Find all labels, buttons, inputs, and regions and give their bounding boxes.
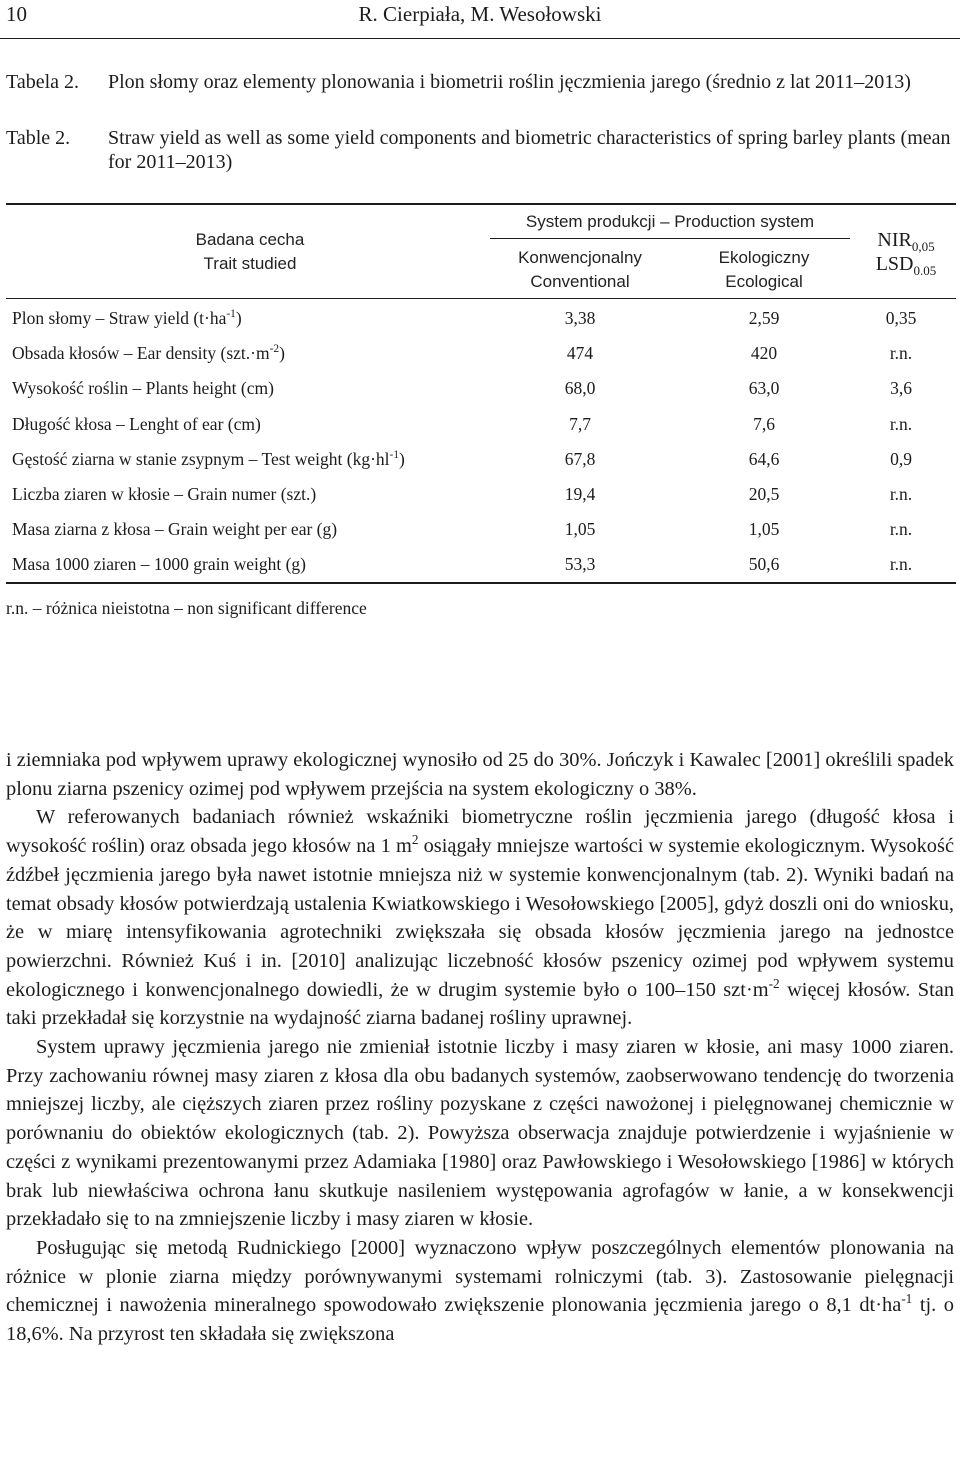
paragraph-4-part-2: tj. o 18,6%. Na przyrost ten składała się zwiększona xyxy=(6,1294,954,1346)
row-label-text: Długość kłosa – Lenght of ear (cm) xyxy=(12,414,261,434)
conventional-value: 53,3 xyxy=(564,554,596,574)
paragraph-1: i ziemniaka pod wpływem uprawy ekologicznej wynosiło od 25 do 30%. Jończyk i Kawalec [2001] określili spadek plonu ziarna pszenicy ozimej pod wpływem przejścia na system ekologiczny o 38%. xyxy=(6,749,954,800)
nir-value: 0,35 xyxy=(885,308,917,328)
row-label-text: Masa 1000 ziaren – 1000 grain weight (g) xyxy=(12,554,307,574)
paragraph-2-part-3: więcej kłosów. Stan taki przekładał się korzystnie na wydajność ziarna badanej rośliny uprawnej. xyxy=(6,978,955,1030)
nir-header xyxy=(856,228,956,252)
ecological-value: 20,5 xyxy=(748,484,780,504)
table-row-label xyxy=(12,448,405,470)
ecological-value: 50,6 xyxy=(748,554,780,574)
nir-value: r.n. xyxy=(889,484,913,504)
nir-value: 3,6 xyxy=(890,378,912,398)
lsd-header xyxy=(856,252,956,276)
table-footnote: r.n. – różnica nieistotna – non significant difference xyxy=(6,598,367,618)
caption-label-pl: Tabela 2. xyxy=(6,71,80,93)
conventional-value: 474 xyxy=(566,343,594,363)
paragraph-2-sup-1: 2 xyxy=(411,832,419,848)
lsd-label: LSD xyxy=(875,253,914,275)
conventional-value: 7,7 xyxy=(569,414,591,434)
ecological-value: 2,59 xyxy=(748,308,780,328)
nir-value: r.n. xyxy=(889,414,913,434)
row-label-text: Liczba ziaren w kłosie – Grain numer (szt.) xyxy=(12,484,317,504)
nir-value: 0,9 xyxy=(890,449,912,469)
ecological-value: 63,0 xyxy=(748,378,780,398)
table-row-label xyxy=(12,553,306,575)
nir-value: r.n. xyxy=(889,519,913,539)
conventional-value: 19,4 xyxy=(564,484,596,504)
table-row-label xyxy=(12,342,285,364)
table-row-label xyxy=(12,483,316,505)
conv-header-en: Conventional xyxy=(530,272,630,291)
conventional-value: 67,8 xyxy=(564,449,596,469)
table-bottom-rule xyxy=(6,582,956,584)
table-row-label xyxy=(12,307,242,329)
table-row-label xyxy=(12,518,337,540)
row-label-text: Obsada kłosów – Ear density (szt.·m xyxy=(12,343,270,363)
nir-subscript: 0,05 xyxy=(911,239,935,254)
eco-header-en: Ecological xyxy=(725,272,803,291)
ecological-value: 64,6 xyxy=(748,449,780,469)
caption-text-pl: Plon słomy oraz elementy plonowania i biometrii roślin jęczmienia jarego (średnio z lat 2011–2013) xyxy=(108,71,911,93)
body-text xyxy=(6,746,954,1349)
paragraph-4-part-1: Posługując się metodą Rudnickiego [2000] wyznaczono wpływ poszczególnych elementów plonowania na różnice w plonie ziarna między porównywanymi systemami rolniczymi (tab. 3). Zastosowanie pielęgnacji chemicznej i nawożenia mineralnego spowodowało zwiększenie plonowania jęczmienia jarego o 8,1 dt·ha xyxy=(6,1236,954,1317)
row-label-tail: ) xyxy=(235,308,242,328)
paragraph-2-part-1: W referowanych badaniach również wskaźniki biometryczne roślin jęczmienia jarego (długość kłosa i wysokość roślin) oraz obsada jego kłosów na 1 m xyxy=(6,806,954,858)
conventional-value: 68,0 xyxy=(564,378,596,398)
header-rule xyxy=(0,38,960,39)
row-label-text: Masa ziarna z kłosa – Grain weight per ear (g) xyxy=(12,519,338,539)
conventional-value: 3,38 xyxy=(564,308,596,328)
table-top-rule xyxy=(6,203,956,205)
row-label-tail: ) xyxy=(399,449,405,469)
ecological-value: 420 xyxy=(750,343,778,363)
nir-value: r.n. xyxy=(889,343,913,363)
row-label-tail: ) xyxy=(279,343,285,363)
paragraph-2-sup-2: -2 xyxy=(768,975,780,991)
paragraph-4 xyxy=(6,1234,954,1349)
table-row-label xyxy=(12,413,261,435)
caption-text-en: Straw yield as well as some yield components and biometric characteristics of spring barley plants (mean for 2011–2013) xyxy=(108,127,951,173)
page-number: 10 xyxy=(6,2,27,26)
trait-header-en: Trait studied xyxy=(203,254,297,273)
system-header-rule xyxy=(490,238,850,239)
paragraph-3: System uprawy jęczmienia jarego nie zmieniał istotnie liczby i masy ziaren w kłosie, ani masy 1000 ziaren. Przy zachowaniu równej masy ziaren z kłosa dla obu badanych systemów, zaobserwowano tendencję do tworzenia mniejszej liczby, ale cięższych ziaren przez rośliny pozyskane z części nawożonej i pielęgnowanej chemicznie w porównaniu do obiektów ekologicznych (tab. 2). Powyższa obserwacja znajduje potwierdzenie i wyjaśnienie w części z wynikami prezentowanymi przez Adamiaka [1980] oraz Pawłowskiego i Wesołowskiego [1986] w których brak lub niewłaściwa ochrona łanu skutkuje nasileniem występowania agrofagów w łanie, a w konsekwencji przekładało się to na zmniejszenie liczby i masy ziaren w kłosie. xyxy=(6,1036,954,1231)
row-label-superscript: -1 xyxy=(226,308,236,321)
row-label-text: Wysokość roślin – Plants height (cm) xyxy=(12,378,274,398)
ecological-value: 7,6 xyxy=(753,414,775,434)
paragraph-2 xyxy=(6,803,954,1033)
lsd-subscript: 0.05 xyxy=(913,263,937,278)
trait-header-pl: Badana cecha xyxy=(195,230,305,249)
table-row-label xyxy=(12,377,274,399)
paragraph-2-part-2: osiągały mniejsze wartości w systemie ekologicznym. Wysokość źdźbeł jęczmienia jarego była nawet istotnie mniejsza niż w systemie konwencjonalnym (tab. 2). Wyniki badań na temat obsady kłosów potwierdzają ustalenia Kwiatkowskiego i Wesołowskiego [2005], gdyż doszli oni do wniosku, że w miarę intensyfikowania agrotechniki zwiększała się obsada kłosów jęczmienia jarego na jednostce powierzchni. Również Kuś i in. [2010] analizując liczebność kłosów pszenicy ozimej pod wpływem systemu ekologicznego i konwencjonalnego dowiedli, że w drugim systemie było o 100–150 szt·m xyxy=(6,835,954,1001)
row-label-text: Plon słomy – Straw yield (t·ha xyxy=(12,308,227,328)
conventional-value: 1,05 xyxy=(564,519,596,539)
eco-header-pl: Ekologiczny xyxy=(718,248,810,267)
paragraph-4-sup: -1 xyxy=(901,1291,913,1307)
row-label-text: Gęstość ziarna w stanie zsypnym – Test weight (kg·hl xyxy=(12,449,390,469)
running-header: R. Cierpiała, M. Wesołowski xyxy=(358,2,602,26)
row-label-superscript: -2 xyxy=(269,343,280,356)
ecological-value: 1,05 xyxy=(748,519,780,539)
system-header: System produkcji – Production system xyxy=(525,212,815,231)
table-header-rule xyxy=(6,298,956,299)
caption-label-en: Table 2. xyxy=(6,127,71,149)
nir-value: r.n. xyxy=(889,554,913,574)
row-label-superscript: -1 xyxy=(389,449,400,462)
nir-label: NIR xyxy=(877,229,912,251)
conv-header-pl: Konwencjonalny xyxy=(518,248,642,267)
